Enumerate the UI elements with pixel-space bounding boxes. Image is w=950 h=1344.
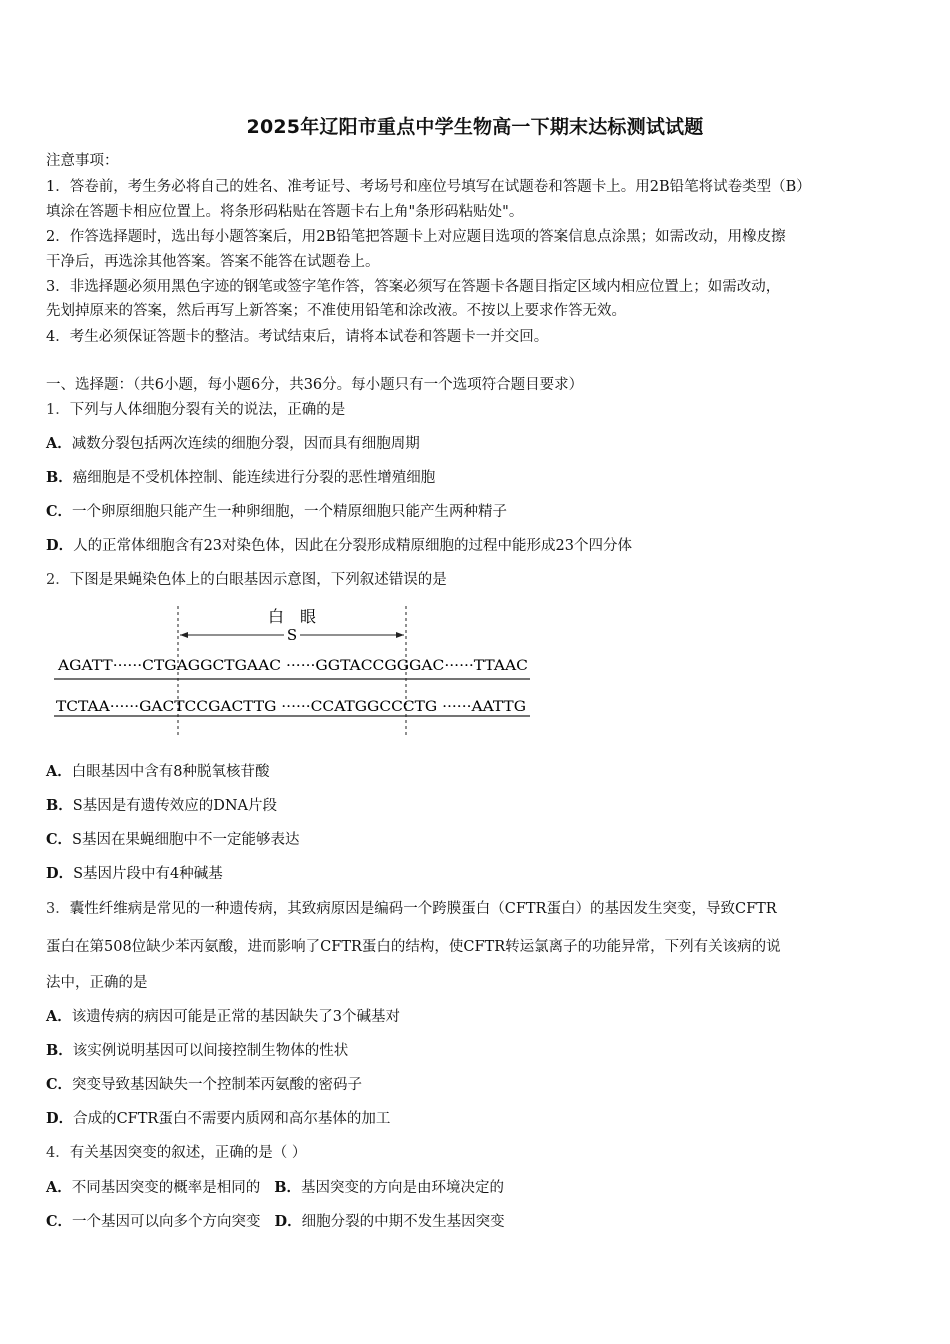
option-label: D． — [46, 865, 74, 882]
option-text: S基因是有遗传效应的DNA片段 — [72, 798, 277, 814]
option-text: 减数分裂包括两次连续的细胞分裂，因而具有细胞周期 — [71, 436, 420, 452]
q3-option-d[interactable] — [46, 1109, 390, 1129]
notice-heading: 注意事项： — [46, 153, 119, 169]
gene-label: 白 眼 — [267, 607, 317, 626]
q4-option-a[interactable] — [46, 1180, 260, 1196]
q2-option-c[interactable] — [46, 830, 299, 850]
q1-option-a[interactable] — [46, 434, 420, 454]
option-label: A． — [46, 763, 72, 780]
notice-line-5: 3．非选择题必须用黑色字迹的钢笔或签字笔作答，答案必须写在答题卡各题目指定区域内相应位置上；如需改动， — [46, 279, 781, 295]
dna-top-strand: AGATT······CTGAGGCTGAAC ······GGTACCGGGAC······TTAAC — [56, 658, 529, 674]
s-arrowhead-right — [396, 632, 404, 638]
question-3-line-2: 蛋白在第508位缺少苯丙氨酸，进而影响了CFTR蛋白的结构，使CFTR转运氯离子的功能异常，下列有关该病的说 — [46, 939, 781, 955]
q2-option-b[interactable] — [46, 796, 277, 816]
option-label: C． — [46, 1076, 73, 1093]
question-1 — [46, 400, 345, 420]
notice-line-6: 先划掉原来的答案，然后再写上新答案；不准使用铅笔和涂改液。不按以上要求作答无效。 — [46, 303, 626, 319]
q4-options-row-1 — [46, 1178, 504, 1198]
question-3 — [46, 899, 777, 919]
s-arrowhead-left — [180, 632, 188, 638]
question-number: 1． — [46, 402, 70, 418]
option-label: B． — [46, 797, 73, 814]
option-label: A． — [46, 1179, 72, 1196]
option-label: B． — [46, 469, 73, 486]
option-label: D． — [46, 1110, 74, 1127]
q1-option-c[interactable] — [46, 502, 507, 522]
option-label: C． — [46, 503, 73, 520]
option-text: S基因片段中有4种碱基 — [73, 866, 223, 882]
gene-diagram — [52, 600, 537, 740]
option-label: B． — [46, 1042, 73, 1059]
q4-options-row-2 — [46, 1212, 505, 1232]
option-text: 基因突变的方向是由环境决定的 — [301, 1180, 505, 1196]
option-label: C． — [46, 831, 73, 848]
option-text: 不同基因突变的概率是相同的 — [71, 1180, 261, 1196]
q3-option-c[interactable] — [46, 1075, 362, 1095]
q3-option-a[interactable] — [46, 1007, 400, 1027]
q2-option-d[interactable] — [46, 864, 223, 884]
option-label: C． — [46, 1213, 73, 1230]
option-text: 突变导致基因缺失一个控制苯丙氨酸的密码子 — [72, 1077, 363, 1093]
option-text: 癌细胞是不受机体控制、能连续进行分裂的恶性增殖细胞 — [72, 470, 436, 486]
option-label: D． — [46, 537, 74, 554]
question-3-line-3: 法中，正确的是 — [46, 975, 148, 991]
q2-option-a[interactable] — [46, 762, 270, 782]
q3-option-b[interactable] — [46, 1041, 348, 1061]
notice-line-3: 2．作答选择题时，选出每小题答案后，用2B铅笔把答题卡上对应题目选项的答案信息点涂黑；如需改动，用橡皮擦 — [46, 229, 786, 245]
section-heading: 一、选择题：（共6小题，每小题6分，共36分。每小题只有一个选项符合题目要求） — [46, 377, 584, 393]
q1-option-b[interactable] — [46, 468, 435, 488]
question-number: 2． — [46, 572, 70, 588]
question-stem: 有关基因突变的叙述，正确的是（ ） — [69, 1145, 307, 1161]
notice-line-2: 填涂在答题卡相应位置上。将条形码粘贴在答题卡右上角"条形码粘贴处"。 — [46, 204, 524, 220]
question-number: 4． — [46, 1145, 70, 1161]
notice-line-1: 1．答卷前，考生务必将自己的姓名、准考证号、考场号和座位号填写在试题卷和答题卡上。用2B铅笔将试卷类型（B） — [46, 179, 811, 195]
q1-option-d[interactable] — [46, 536, 632, 556]
option-label: B． — [274, 1179, 302, 1196]
option-text: 细胞分裂的中期不发生基因突变 — [301, 1214, 505, 1230]
option-text: 该遗传病的病因可能是正常的基因缺失了3个碱基对 — [71, 1009, 400, 1025]
option-label: A． — [46, 435, 72, 452]
dna-bottom-strand: TCTAA······GACTCCGACTTG ······CCATGGCCCTG ······AATTG — [56, 699, 526, 715]
option-text: 合成的CFTR蛋白不需要内质网和高尔基体的加工 — [73, 1111, 391, 1127]
notice-line-7: 4．考生必须保证答题卡的整洁。考试结束后，请将本试卷和答题卡一并交回。 — [46, 329, 549, 345]
notice-line-4: 干净后，再选涂其他答案。答案不能答在试题卷上。 — [46, 254, 380, 270]
question-stem: 下图是果蝇染色体上的白眼基因示意图，下列叙述错误的是 — [69, 572, 447, 588]
option-label: D． — [274, 1213, 302, 1230]
s-label: S — [286, 626, 298, 644]
question-number: 3． — [46, 901, 70, 917]
option-text: S基因在果蝇细胞中不一定能够表达 — [72, 832, 300, 848]
option-label: A． — [46, 1008, 72, 1025]
option-text: 白眼基因中含有8种脱氧核苷酸 — [71, 764, 270, 780]
question-stem: 囊性纤维病是常见的一种遗传病，其致病原因是编码一个跨膜蛋白（CFTR蛋白）的基因发生突变，导致CFTR — [69, 901, 777, 917]
option-text: 一个卵原细胞只能产生一种卵细胞，一个精原细胞只能产生两种精子 — [72, 504, 508, 520]
exam-title: 2025年辽阳市重点中学生物高一下期末达标测试试题 — [246, 116, 704, 138]
option-text: 一个基因可以向多个方向突变 — [72, 1214, 261, 1230]
option-text: 人的正常体细胞含有23对染色体，因此在分裂形成精原细胞的过程中能形成23个四分体 — [73, 538, 632, 554]
question-4 — [46, 1143, 306, 1163]
question-2 — [46, 570, 447, 590]
q4-option-c[interactable] — [46, 1214, 261, 1230]
question-stem: 下列与人体细胞分裂有关的说法，正确的是 — [69, 402, 346, 418]
q4-option-b[interactable] — [274, 1180, 504, 1196]
q4-option-d[interactable] — [275, 1214, 505, 1230]
option-text: 该实例说明基因可以间接控制生物体的性状 — [72, 1043, 349, 1059]
